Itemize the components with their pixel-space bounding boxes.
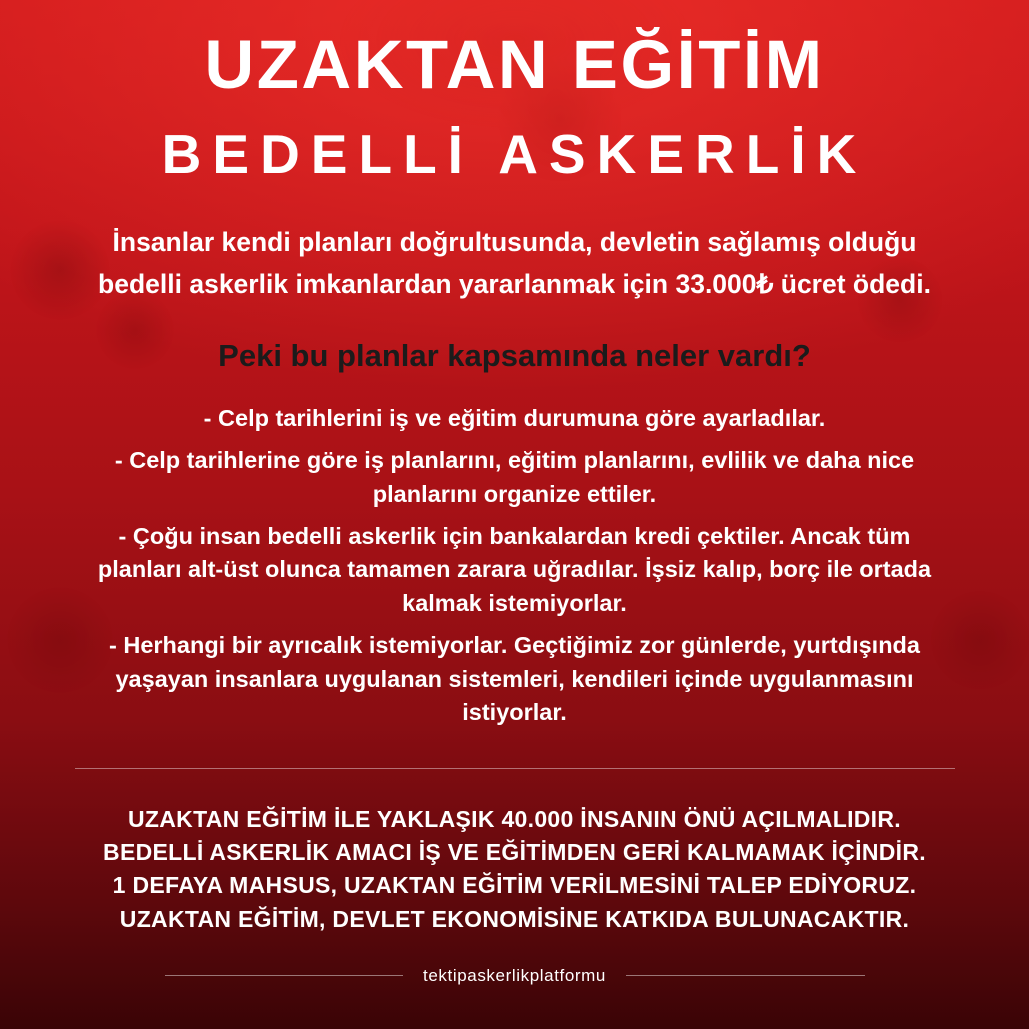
list-item: - Herhangi bir ayrıcalık istemiyorlar. Geçtiğimiz zor günlerde, yurtdışında yaşayan insanlara uygulanan sistemleri, kendileri içinde uygulanmasını istiyorlar. (109, 632, 920, 725)
page-subtitle: BEDELLİ ASKERLİK (161, 123, 868, 186)
question-heading: Peki bu planlar kapsamında neler vardı? (218, 338, 811, 374)
lead-line-2-after: ücret ödedi. (773, 268, 931, 299)
lead-amount: 33.000₺ (675, 268, 774, 299)
handle-row (165, 966, 865, 986)
bullet-list (85, 402, 945, 738)
section-divider (75, 768, 955, 769)
handle-rule-left (165, 975, 404, 976)
demand-statement (103, 803, 926, 935)
account-handle: tektipaskerlikplatformu (423, 965, 606, 985)
handle-rule-right (626, 975, 865, 976)
list-item: - Celp tarihlerini iş ve eğitim durumuna göre ayarladılar. (203, 405, 826, 432)
page-title: UZAKTAN EĞİTİM (204, 26, 825, 103)
lead-paragraph (98, 222, 931, 305)
lead-line-2-before: bedelli askerlik imkanlardan yararlanmak için (98, 268, 676, 299)
demand-line: UZAKTAN EĞİTİM, DEVLET EKONOMİSİNE KATKIDA BULUNACAKTIR. (119, 905, 910, 932)
demand-line: UZAKTAN EĞİTİM İLE YAKLAŞIK 40.000 İNSANIN ÖNÜ AÇILMALIDIR. (128, 806, 901, 833)
list-item: - Celp tarihlerine göre iş planlarını, eğitim planlarını, evlilik ve daha nice planlarını organize ettiler. (114, 447, 915, 507)
list-item: - Çoğu insan bedelli askerlik için bankalardan kredi çektiler. Ancak tüm planları alt-üst olunca tamamen zarara uğradılar. İşsiz kalıp, borç ile ortada kalmak istemiyorlar. (97, 523, 932, 616)
lead-line-1: İnsanlar kendi planları doğrultusunda, devletin sağlamış olduğu (112, 227, 917, 258)
demand-line: BEDELLİ ASKERLİK AMACI İŞ VE EĞİTİMDEN GERİ KALMAMAK İÇİNDİR. (103, 839, 926, 866)
demand-line: 1 DEFAYA MAHSUS, UZAKTAN EĞİTİM VERİLMESİNİ TALEP EDİYORUZ. (112, 872, 917, 899)
